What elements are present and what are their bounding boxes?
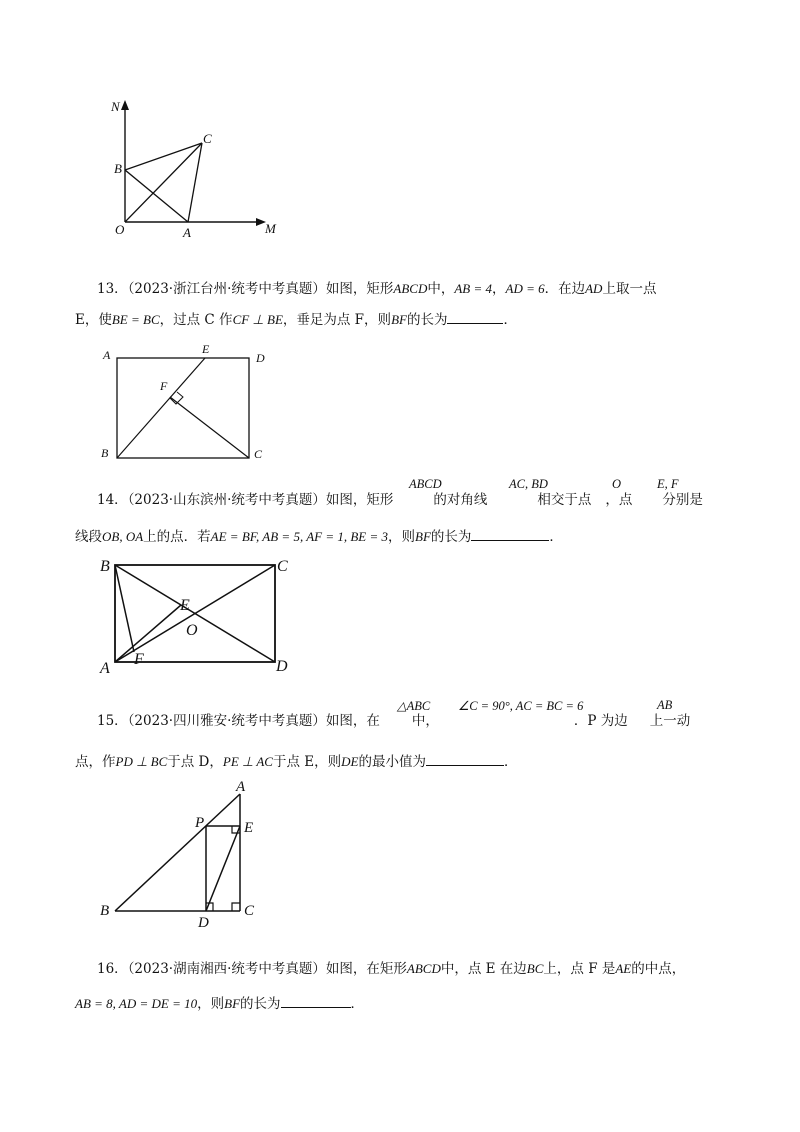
q13-text: ． xyxy=(503,312,517,328)
label-a: A xyxy=(183,225,191,240)
q16-text: 中，点 E 在边 xyxy=(440,961,527,977)
q13-text: ， xyxy=(492,281,506,297)
q15-sup-tri: △ABC xyxy=(397,699,431,713)
q14-text: 线段 xyxy=(75,529,102,545)
q14-text: ，点 xyxy=(605,492,633,508)
segment-cf xyxy=(170,397,249,458)
q14-answer-blank[interactable] xyxy=(471,528,549,541)
q14-text: 的长为 xyxy=(430,529,472,545)
segment-bf xyxy=(115,565,134,652)
label-n: N xyxy=(111,99,120,114)
q13-math-ad: AD = 6 xyxy=(505,281,545,296)
segment-ba xyxy=(115,794,240,911)
q14-sup-acbd: AC, BD xyxy=(509,477,548,491)
q16-text: 如图，在矩形 xyxy=(325,961,407,977)
q13-math-ad2: AD xyxy=(585,281,603,296)
q15-number: 15． xyxy=(97,713,128,729)
q16-math-cond: AB = 8, AD = DE = 10 xyxy=(75,996,198,1011)
label-e: E xyxy=(180,597,190,614)
q13-source: （2023·浙江台州·统考中考真题） xyxy=(127,281,326,297)
label-c: C xyxy=(254,447,263,461)
label-d: D xyxy=(276,658,288,675)
q15-text: 点，作 xyxy=(75,754,116,770)
right-angle-mark-c xyxy=(232,903,240,911)
q13-text: 的长为 xyxy=(406,312,448,328)
q14-math-bf: BF xyxy=(415,529,431,544)
figure-q13 xyxy=(0,340,800,470)
axis-n-arrow xyxy=(121,100,129,110)
q14-source: （2023·山东滨州·统考中考真题） xyxy=(127,492,326,508)
segment-bc xyxy=(125,143,202,170)
label-e: E xyxy=(202,342,210,356)
q13-math-abcd: ABCD xyxy=(393,281,428,296)
q16-math-bf: BF xyxy=(224,996,241,1011)
q15-text: ．P 为边 xyxy=(573,713,628,729)
q15-math-de: DE xyxy=(341,754,359,769)
segment-de xyxy=(206,826,240,911)
q16-text: 的长为 xyxy=(240,996,281,1012)
label-a: A xyxy=(100,660,110,677)
label-m: M xyxy=(265,221,276,236)
q16-text: ． xyxy=(350,996,365,1012)
q14-line2 xyxy=(75,528,563,546)
q15-sup-ab: AB xyxy=(657,698,673,712)
segment-ba xyxy=(125,170,188,222)
label-b: B xyxy=(114,161,122,176)
q13-math-cf: CF ⊥ BE xyxy=(232,312,283,327)
q15-text: 上一动 xyxy=(649,713,691,729)
label-f: F xyxy=(160,379,168,393)
q13-text: E，使 xyxy=(75,312,112,328)
label-o: O xyxy=(115,222,125,237)
q16-line1 xyxy=(97,960,685,978)
figure-q15 xyxy=(0,775,800,935)
q13-math-ab: AB = 4 xyxy=(454,281,492,296)
q15-line2 xyxy=(75,753,517,771)
label-b: B xyxy=(100,558,110,575)
label-c: C xyxy=(203,131,212,146)
q14-line1 xyxy=(97,491,703,509)
q15-text: 的最小值为 xyxy=(358,754,426,770)
q14-text: 上的点．若 xyxy=(143,529,211,545)
label-b: B xyxy=(101,446,109,460)
q14-sup-ef: E, F xyxy=(657,477,679,491)
q15-math-pe: PE ⊥ AC xyxy=(222,754,273,769)
q14-sup-o: O xyxy=(612,477,622,491)
segment-be xyxy=(117,358,205,458)
q16-text: 上，点 F 是 xyxy=(543,961,616,977)
q15-math-pd: PD ⊥ BC xyxy=(115,754,168,769)
label-a: A xyxy=(236,779,246,795)
q14-math-cond: AE = BF, AB = 5, AF = 1, BE = 3 xyxy=(210,529,389,544)
q13-line1 xyxy=(97,280,656,298)
q15-text: 如图，在 xyxy=(325,713,380,729)
q16-math-ae: AE xyxy=(615,961,632,976)
q14-text: 的对角线 xyxy=(433,492,488,508)
q15-text: ． xyxy=(503,754,518,770)
q14-math-oboa: OB, OA xyxy=(102,529,144,544)
q14-text: 分别是 xyxy=(662,492,703,508)
q13-math-bf: BF xyxy=(391,312,407,327)
q14-text: ，则 xyxy=(388,529,416,545)
figure-q14 xyxy=(0,555,800,680)
label-f: F xyxy=(134,651,144,668)
q16-answer-blank[interactable] xyxy=(281,995,351,1008)
q15-text: 中， xyxy=(411,713,439,729)
label-a: A xyxy=(103,348,111,362)
q14-text: ． xyxy=(549,529,563,545)
label-c: C xyxy=(244,903,255,919)
q15-source: （2023·四川雅安·统考中考真题） xyxy=(127,713,326,729)
label-c: C xyxy=(277,558,288,575)
q16-number: 16． xyxy=(97,961,128,977)
q14-text: 相交于点 xyxy=(537,492,592,508)
q15-answer-blank[interactable] xyxy=(426,753,504,766)
q13-text: 上取一点 xyxy=(602,281,657,297)
q15-text: 于点 D， xyxy=(167,754,223,770)
q14-text: 如图，矩形 xyxy=(325,492,394,508)
q16-source: （2023·湖南湘西·统考中考真题） xyxy=(127,961,326,977)
q13-text: ，过点 C 作 xyxy=(159,312,233,328)
q13-text: ．在边 xyxy=(544,281,586,297)
q13-answer-blank[interactable] xyxy=(447,311,503,324)
q15-line1 xyxy=(97,712,690,730)
label-o: O xyxy=(186,622,198,639)
q16-line2 xyxy=(75,995,364,1013)
q16-math-abcd: ABCD xyxy=(406,961,441,976)
q16-math-bc: BC xyxy=(526,961,544,976)
q13-text: 如图，矩形 xyxy=(325,281,394,297)
q13-text: ，垂足为点 F，则 xyxy=(282,312,392,328)
q16-text: 的中点， xyxy=(631,961,686,977)
label-e: E xyxy=(244,820,254,836)
q15-sup-cond: ∠C = 90°, AC = BC = 6 xyxy=(458,699,584,713)
q13-number: 13． xyxy=(97,281,128,297)
q14-number: 14． xyxy=(97,492,128,508)
figure-q12 xyxy=(0,0,800,260)
q13-text: 中， xyxy=(427,281,455,297)
q16-text: ，则 xyxy=(197,996,225,1012)
label-d: D xyxy=(198,915,209,931)
label-d: D xyxy=(256,351,265,365)
q13-line2 xyxy=(75,311,517,329)
q13-math-be: BE = BC xyxy=(111,312,160,327)
q14-sup-abcd: ABCD xyxy=(409,477,442,491)
q15-text: 于点 E，则 xyxy=(272,754,342,770)
label-b: B xyxy=(100,903,110,919)
label-p: P xyxy=(195,815,205,831)
